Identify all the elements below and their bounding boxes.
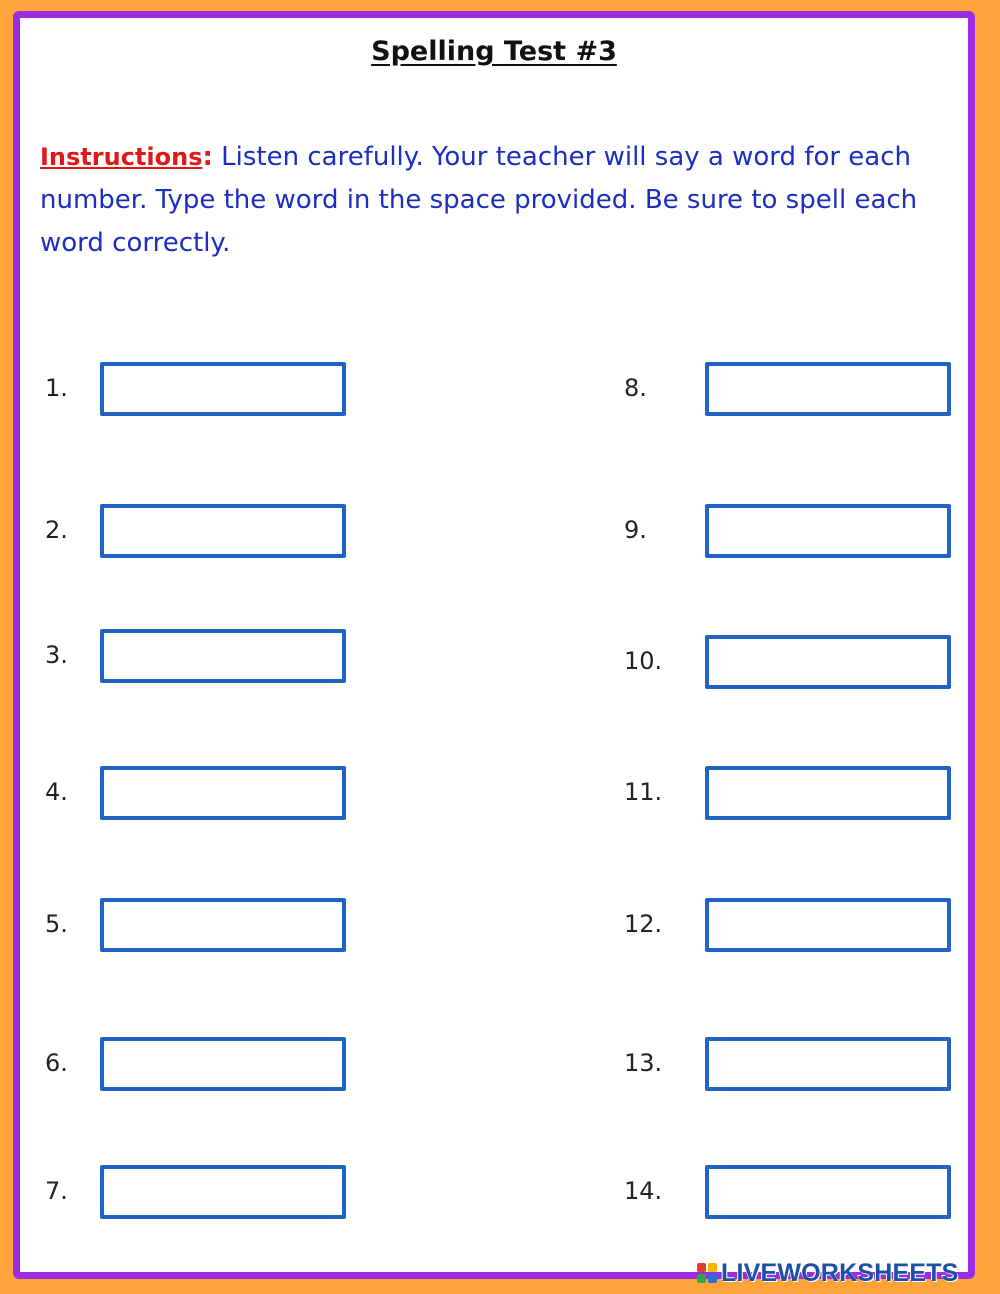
item-number: 9. (624, 516, 647, 544)
logo-square-red (697, 1263, 706, 1272)
answer-input-9[interactable] (705, 504, 951, 558)
liveworksheets-watermark (697, 1258, 959, 1288)
logo-square-blue (708, 1274, 717, 1283)
item-number: 2. (45, 516, 68, 544)
item-number: 13. (624, 1049, 663, 1077)
answer-input-14[interactable] (705, 1165, 951, 1219)
liveworksheets-logo-icon (697, 1263, 717, 1283)
item-number: 6. (45, 1049, 68, 1077)
answer-input-1[interactable] (100, 362, 346, 416)
answer-input-13[interactable] (705, 1037, 951, 1091)
item-number: 8. (624, 374, 647, 402)
instructions-paragraph (40, 136, 940, 265)
answer-input-6[interactable] (100, 1037, 346, 1091)
answer-input-3[interactable] (100, 629, 346, 683)
logo-square-yellow (708, 1263, 717, 1272)
answer-input-10[interactable] (705, 635, 951, 689)
item-number: 5. (45, 910, 68, 938)
item-number: 4. (45, 778, 68, 806)
item-number: 1. (45, 374, 68, 402)
answer-input-2[interactable] (100, 504, 346, 558)
answer-input-5[interactable] (100, 898, 346, 952)
answer-input-7[interactable] (100, 1165, 346, 1219)
watermark-text: LIVEWORKSHEETS (721, 1258, 959, 1287)
item-number: 7. (45, 1177, 68, 1205)
instructions-colon: : (202, 142, 213, 172)
answer-input-11[interactable] (705, 766, 951, 820)
answer-input-12[interactable] (705, 898, 951, 952)
item-number: 3. (45, 641, 68, 669)
item-number: 12. (624, 910, 663, 938)
instructions-text: Listen carefully. Your teacher will say a word for each number. Type the word in the space provided. Be sure to spell each word correctly. (40, 142, 918, 258)
item-number: 10. (624, 647, 663, 675)
item-number: 14. (624, 1177, 663, 1205)
logo-square-green (697, 1274, 706, 1283)
item-number: 11. (624, 778, 663, 806)
worksheet-title: Spelling Test #3 (371, 36, 617, 67)
worksheet-sheet (13, 11, 975, 1279)
answer-input-8[interactable] (705, 362, 951, 416)
answer-input-4[interactable] (100, 766, 346, 820)
instructions-label: Instructions (40, 143, 203, 171)
